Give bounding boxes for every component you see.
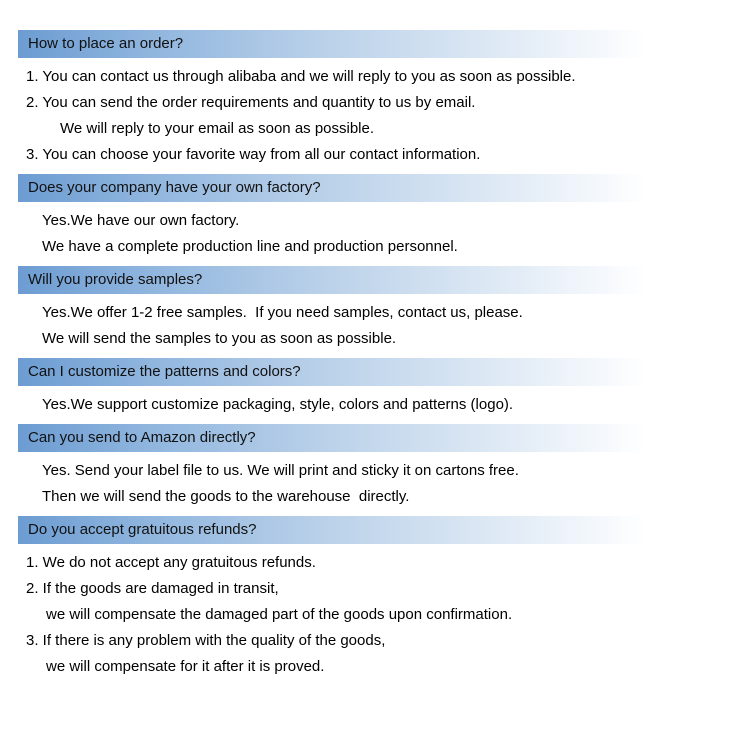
faq-answer: [18, 452, 732, 514]
faq-question: Can you send to Amazon directly?: [18, 424, 732, 452]
faq-answer-line: 3. You can choose your favorite way from all our contact information.: [26, 146, 481, 163]
faq-question: Can I customize the patterns and colors?: [18, 358, 732, 386]
faq-answer: [18, 294, 732, 356]
faq-question: Do you accept gratuitous refunds?: [18, 516, 732, 544]
faq-answer-line: Yes.We support customize packaging, style, colors and patterns (logo).: [42, 396, 514, 413]
faq-question: How to place an order?: [18, 30, 732, 58]
faq-answer-line: We will reply to your email as soon as possible.: [60, 120, 375, 137]
faq-answer-line: 1. We do not accept any gratuitous refunds.: [26, 554, 316, 571]
faq-answer-line: Yes.We have our own factory.: [42, 212, 240, 229]
faq-answer-line: Yes. Send your label file to us. We will print and sticky it on cartons free.: [42, 462, 519, 479]
faq-item: [18, 516, 732, 684]
faq-answer-line: Then we will send the goods to the warehouse directly.: [42, 488, 410, 505]
faq-answer-line: We will send the samples to you as soon as possible.: [42, 330, 397, 347]
faq-answer-line: we will compensate for it after it is proved.: [46, 658, 325, 675]
faq-answer-line: We have a complete production line and production personnel.: [42, 238, 458, 255]
faq-answer-line: 3. If there is any problem with the quality of the goods,: [26, 632, 386, 649]
faq-answer-line: 2. If the goods are damaged in transit,: [26, 580, 279, 597]
faq-list: [18, 30, 732, 684]
faq-answer-line: 1. You can contact us through alibaba and we will reply to you as soon as possible.: [26, 68, 576, 85]
faq-item: [18, 30, 732, 172]
faq-item: [18, 424, 732, 514]
faq-answer-line: 2. You can send the order requirements and quantity to us by email.: [26, 94, 476, 111]
faq-answer: [18, 544, 732, 684]
faq-answer-line: we will compensate the damaged part of the goods upon confirmation.: [46, 606, 513, 623]
faq-item: [18, 358, 732, 422]
faq-question: Does your company have your own factory?: [18, 174, 732, 202]
faq-item: [18, 174, 732, 264]
faq-question: Will you provide samples?: [18, 266, 732, 294]
faq-item: [18, 266, 732, 356]
faq-answer: [18, 386, 732, 422]
faq-answer: [18, 58, 732, 172]
faq-answer-line: Yes.We offer 1-2 free samples. If you need samples, contact us, please.: [42, 304, 523, 321]
faq-answer: [18, 202, 732, 264]
